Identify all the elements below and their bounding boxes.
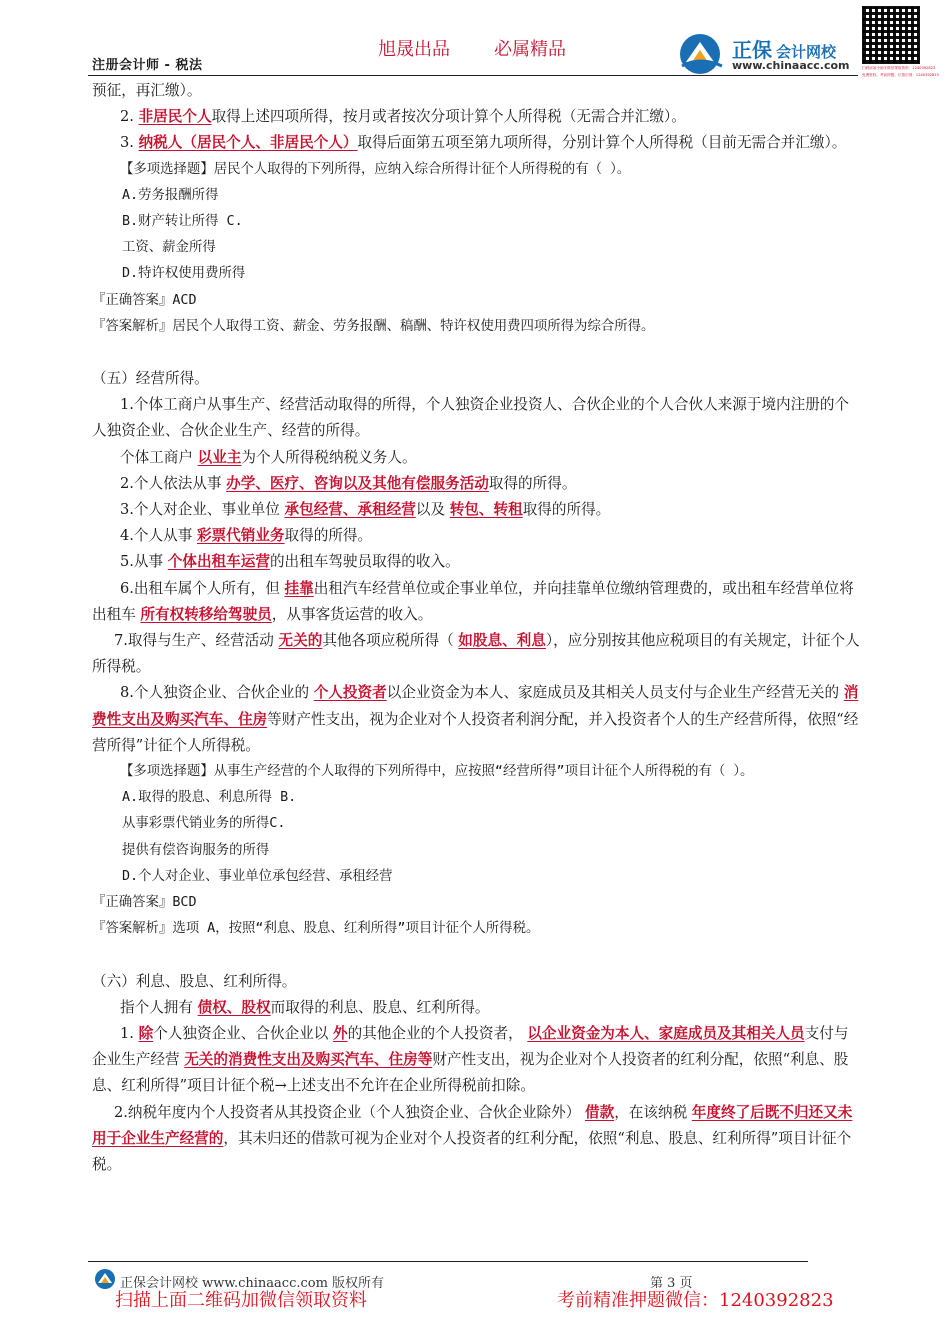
keyword: 借款 xyxy=(584,1103,615,1121)
section-5-item-1b: 个体工商户 以业主为个人所得税纳税义务人。 xyxy=(120,448,417,466)
section-5-item-1: 1.个体工商户从事生产、经营活动取得的所得，个人独资企业投资人、合伙企业的个人合伙人来源于境内注册的个人独资企业、合伙企业生产、经营的所得。 xyxy=(92,396,850,440)
footer-copyright: 正保会计网校 www.chinaacc.com 版权所有 xyxy=(120,1276,385,1291)
keyword: 承包经营、承租经营 xyxy=(284,501,416,519)
section-6-intro: 指个人拥有 债权、股权而取得的利息、股息、红利所得。 xyxy=(120,998,490,1016)
slogan-1: 旭晟出品 xyxy=(378,39,450,60)
question-2-option-c: 提供有偿咨询服务的所得 xyxy=(122,842,270,858)
qr-note-1: 扫码添加小助手微信领取资料：1240392823 xyxy=(862,66,936,70)
section-6-title: （六）利息、股息、红利所得。 xyxy=(92,972,297,990)
question-1-option-b: B.财产转让所得 C. xyxy=(122,214,243,230)
question-1-answer: 『正确答案』ACD xyxy=(92,292,197,308)
keyword: 外 xyxy=(332,1024,348,1042)
header-divider xyxy=(88,75,858,76)
document-body xyxy=(92,78,862,1178)
promo-left: 扫描上面二维码加微信领取资料 xyxy=(115,1290,367,1311)
question-2-stem: 【多项选择题】从事生产经营的个人取得的下列所得中，应按照“经营所得”项目计征个人所得税的有（ ）。 xyxy=(120,764,754,780)
footer-logo-icon xyxy=(94,1268,116,1290)
keyword: 纳税人（居民个人、非居民个人） xyxy=(138,134,358,152)
section-5-item-4: 4.个人从事 彩票代销业务取得的所得。 xyxy=(120,527,373,545)
question-2-option-b: 从事彩票代销业务的所得C. xyxy=(122,816,286,832)
question-2-option-a: A.取得的股息、利息所得 B. xyxy=(122,790,297,806)
slogan-2: 必属精品 xyxy=(494,39,566,60)
section-6-item-1: 1. 除个人独资企业、合伙企业以 外的其他企业的个人投资者， 以企业资金为本人、家庭成员及其相关人员支付与企业生产经营 无关的消费性支出及购买汽车、住房等财产性支出，视为企业对个人投资者的红利分配，依照“利息、股息、红利所得”项目计征个税→上述支出不允许在企业所得税前扣除。 xyxy=(92,1024,849,1095)
keyword: 办学、医疗、咨询以及其他有偿服务活动 xyxy=(226,474,489,492)
keyword: 个体出租车运营 xyxy=(167,553,270,571)
keyword: 消费性支出及购买汽车、住房 xyxy=(92,684,859,728)
keyword: 无关的 xyxy=(278,632,323,650)
question-2-explanation: 『答案解析』选项 A，按照“利息、股息、红利所得”项目计征个人所得税。 xyxy=(92,921,540,937)
question-1-option-d: D.特许权使用费所得 xyxy=(122,266,246,282)
keyword: 转包、转租 xyxy=(449,501,523,519)
brand-logo[interactable] xyxy=(678,32,868,76)
header-slogan xyxy=(378,35,610,61)
section-5-item-8: 8.个人独资企业、合伙企业的 个人投资者以企业资金为本人、家庭成员及其相关人员支付与企业生产经营无关的 消费性支出及购买汽车、住房等财产性支出，视为企业对个人投资者利润分配，并入投资者个人的生产经营所得，依照“经营所得”计征个人所得税。 xyxy=(92,684,859,754)
section-5-item-2: 2.个人依法从事 办学、医疗、咨询以及其他有偿服务活动取得的所得。 xyxy=(120,474,577,492)
page-number: 第 3 页 xyxy=(650,1276,693,1291)
keyword: 个人投资者 xyxy=(313,684,387,702)
question-1-explanation: 『答案解析』居民个人取得工资、薪金、劳务报酬、稿酬、特许权使用费四项所得为综合所得。 xyxy=(92,318,655,334)
keyword: 除 xyxy=(138,1024,154,1042)
qr-code[interactable] xyxy=(862,6,939,90)
logo-emblem-icon xyxy=(678,32,726,76)
section-5-item-3: 3.个人对企业、事业单位 承包经营、承租经营以及 转包、转租取得的所得。 xyxy=(120,501,611,519)
section-5-item-6: 6.出租车属个人所有，但 挂靠出租汽车经营单位或企事业单位，并向挂靠单位缴纳管理费的，或出租车经营单位将出租车 所有权转移给驾驶员，从事客货运营的收入。 xyxy=(92,579,854,623)
footer-divider xyxy=(88,1261,808,1262)
keyword: 以企业资金为本人、家庭成员及其相关人员 xyxy=(527,1024,805,1042)
question-1-option-a: A.劳务报酬所得 xyxy=(122,187,219,203)
keyword: 如股息、利息 xyxy=(458,632,546,650)
para-continued: 预征，再汇缴）。 xyxy=(92,82,202,99)
keyword: 债权、股权 xyxy=(197,998,271,1016)
section-5-title: （五）经营所得。 xyxy=(92,370,209,388)
para-2: 2. 非居民个人取得上述四项所得，按月或者按次分项计算个人所得税（无需合并汇缴）。 xyxy=(120,108,686,126)
keyword: 非居民个人 xyxy=(138,108,212,126)
qr-code-icon xyxy=(862,6,920,64)
section-6-item-2: 2.纳税年度内个人投资者从其投资企业（个人独资企业、合伙企业除外） 借款，在该纳税 年度终了后既不归还又未用于企业生产经营的，其未归还的借款可视为企业对个人投资者的红利分配，依照“利息、股息、红利所得”项目计征个税。 xyxy=(92,1103,853,1173)
keyword: 年度终了后既不归还又未用于企业生产经营的 xyxy=(92,1103,853,1147)
keyword: 以业主 xyxy=(197,448,242,466)
question-2-option-d: D.个人对企业、事业单位承包经营、承租经营 xyxy=(122,868,393,884)
keyword: 无关的消费性支出及购买汽车、住房等 xyxy=(184,1051,433,1069)
question-2-answer: 『正确答案』BCD xyxy=(92,895,197,911)
course-title: 注册会计师 - 税法 xyxy=(92,58,203,73)
logo-name: 正保 会计网校 xyxy=(732,38,837,62)
question-1-stem: 【多项选择题】居民个人取得的下列所得，应纳入综合所得计征个人所得税的有（ ）。 xyxy=(120,161,631,177)
para-3: 3. 纳税人（居民个人、非居民个人）取得后面第五项至第九项所得，分别计算个人所得税（目前无需合并汇缴）。 xyxy=(120,134,847,152)
keyword: 挂靠 xyxy=(284,579,314,597)
section-5-item-5: 5.从事 个体出租车运营的出租车驾驶员取得的收入。 xyxy=(120,553,460,571)
question-1-option-c: 工资、薪金所得 xyxy=(122,240,216,256)
logo-url: www.chinaacc.com xyxy=(732,59,850,72)
keyword: 所有权转移给驾驶员 xyxy=(140,605,272,623)
keyword: 彩票代销业务 xyxy=(196,527,285,545)
qr-note-2: 免费资料，考前押题，长按识别：1240392823 xyxy=(862,73,939,77)
section-5-item-7: 7.取得与生产、经营活动 无关的其他各项应税所得（ 如股息、利息），应分别按其他应税项目的有关规定，计征个人所得税。 xyxy=(92,632,860,676)
promo-right: 考前精准押题微信：1240392823 xyxy=(557,1290,834,1311)
